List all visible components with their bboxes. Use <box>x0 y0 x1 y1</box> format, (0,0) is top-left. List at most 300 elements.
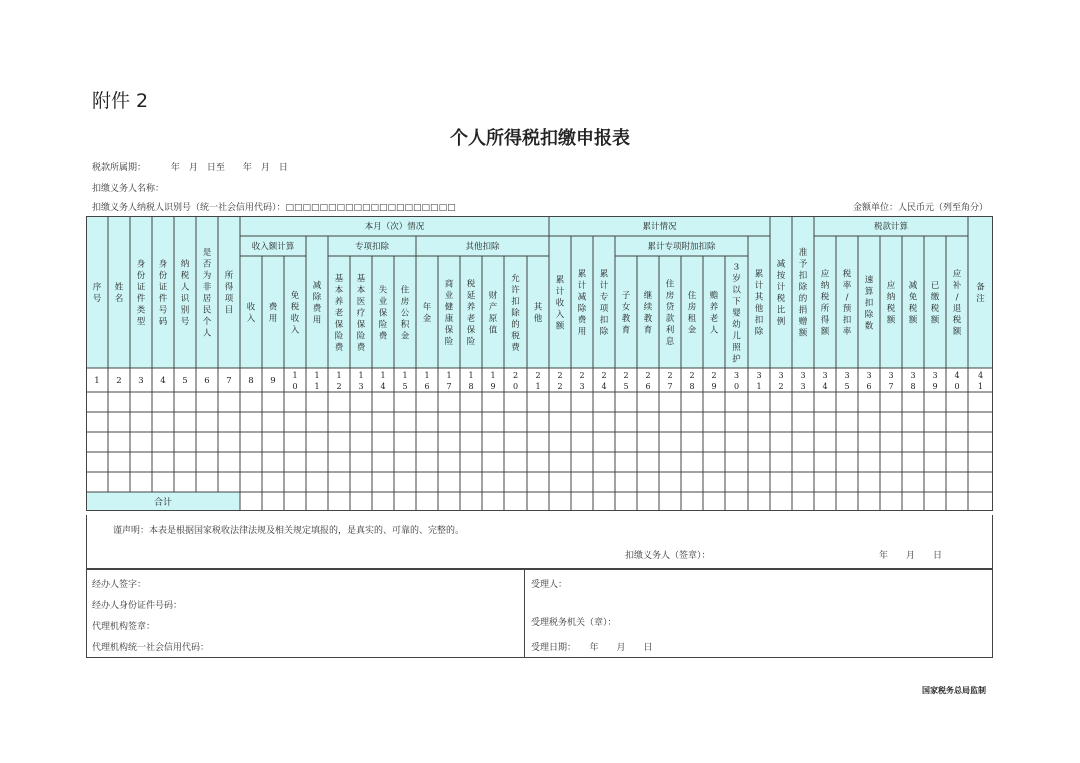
colnum-33-b: 3 <box>800 382 806 391</box>
header-18-char: 养 <box>466 302 476 313</box>
colnum-37-a: 3 <box>888 371 894 380</box>
header-37-char: 额 <box>886 315 896 326</box>
header-36-char: 算 <box>864 286 874 297</box>
colnum-39-a: 3 <box>932 371 938 380</box>
header-6-char: 非 <box>202 282 212 293</box>
header-32-char: 按 <box>776 271 786 281</box>
header-12-char: 保 <box>334 319 344 330</box>
colnum-34-b: 4 <box>822 382 828 391</box>
footer-issuer: 国家税务总局监制 <box>922 686 986 695</box>
colnum-27-a: 2 <box>667 371 673 380</box>
header-26-char: 继 <box>643 291 653 301</box>
header-30-char: 照 <box>732 342 741 353</box>
colnum-14-b: 4 <box>380 382 386 391</box>
header-10-char: 免 <box>290 291 300 301</box>
header-12-char: 本 <box>334 285 344 296</box>
header-28-char: 租 <box>687 314 697 324</box>
header-40-char: 额 <box>952 327 962 337</box>
header-36-char: 数 <box>864 321 874 332</box>
header-26-char: 续 <box>643 302 653 313</box>
header-24-char: 项 <box>599 304 609 314</box>
group-cumulative: 累计情况 <box>642 222 677 232</box>
colnum-32-b: 2 <box>778 382 784 391</box>
header-17-char: 保 <box>444 325 454 336</box>
colnum-30-b: 0 <box>733 382 740 391</box>
header-3-char: 类 <box>136 305 146 316</box>
header-23-char: 累 <box>577 269 587 280</box>
header-3-char: 证 <box>136 282 146 293</box>
header-6-char: 居 <box>202 294 212 304</box>
colnum-16-a: 1 <box>424 371 430 380</box>
header-33-char: 捐 <box>798 305 808 316</box>
header-25-char: 女 <box>621 302 631 313</box>
header-37-char: 应 <box>886 281 896 291</box>
colnum-28-a: 2 <box>689 371 695 380</box>
header-16-char: 金 <box>422 314 432 324</box>
header-37-char: 纳 <box>886 292 896 303</box>
declaration-date: 年 月 日 <box>879 551 943 561</box>
colnum-22-a: 2 <box>557 371 563 380</box>
group-special: 专项扣除 <box>354 242 390 252</box>
header-11-char: 减 <box>312 281 322 291</box>
header-32-char: 例 <box>776 317 786 327</box>
header-5-char: 税 <box>180 271 190 281</box>
header-33-char: 赠 <box>798 317 808 327</box>
header-23-char: 减 <box>577 292 587 303</box>
colnum-41-b: 1 <box>977 382 984 391</box>
colnum-8: 8 <box>248 376 254 386</box>
header-30-char: 婴 <box>732 308 741 319</box>
header-19-char: 原 <box>488 314 498 324</box>
group-cum-special: 累计专项附加扣除 <box>647 242 716 252</box>
header-29-char: 养 <box>709 302 719 313</box>
colnum-12-a: 1 <box>336 371 342 380</box>
header-31-char: 计 <box>754 281 764 291</box>
header-27-char: 利 <box>665 325 675 336</box>
header-37-char: 税 <box>886 304 896 314</box>
colnum-10-b: 0 <box>292 382 298 391</box>
header-36-char: 除 <box>864 309 874 320</box>
colnum-41-a: 4 <box>977 371 984 380</box>
tax-period-value: 年 月 日至 年 月 日 <box>170 163 288 173</box>
header-14-char: 保 <box>378 308 388 319</box>
header-12-char: 基 <box>334 273 344 284</box>
header-17-char: 康 <box>444 314 454 324</box>
header-35-char: 预 <box>842 304 852 314</box>
header-30-char: 护 <box>732 354 741 365</box>
colnum-29-b: 9 <box>711 382 717 391</box>
header-14-char: 险 <box>378 319 388 330</box>
header-6-char: 为 <box>202 271 212 281</box>
agency-code-field: 代理机构统一社会信用代码： <box>92 643 210 653</box>
header-19-char: 产 <box>488 302 498 313</box>
header-30-char: 下 <box>732 296 741 307</box>
colnum-21-b: 1 <box>535 382 541 391</box>
header-26-char: 教 <box>643 314 653 324</box>
header-35-char: 率 <box>842 281 852 291</box>
header-17-char: 险 <box>444 337 454 347</box>
header-11-char: 用 <box>312 315 322 326</box>
colnum-22-b: 2 <box>557 382 563 391</box>
header-13-char: 保 <box>356 319 366 330</box>
header-18-char: 保 <box>466 325 476 336</box>
header-7-char: 项 <box>224 294 234 304</box>
form-title: 个人所得税扣缴申报表 <box>450 128 630 149</box>
colnum-9: 9 <box>270 376 276 386</box>
header-9-char: 费 <box>268 302 278 313</box>
header-3-char: 身 <box>136 259 146 270</box>
header-32-char: 比 <box>776 305 786 316</box>
header-19-char: 值 <box>488 325 498 336</box>
colnum-17-b: 7 <box>446 382 452 391</box>
header-13-char: 疗 <box>356 308 366 319</box>
colnum-18-b: 8 <box>468 382 474 391</box>
colnum-40-a: 4 <box>954 371 960 380</box>
header-12-char: 养 <box>334 296 344 307</box>
header-25-char: 子 <box>621 291 631 301</box>
header-36-char: 扣 <box>864 298 874 309</box>
header-25-char: 教 <box>621 314 631 324</box>
colnum-21-a: 2 <box>535 371 541 380</box>
header-31-char: 其 <box>754 292 764 303</box>
header-23-char: 除 <box>577 304 587 314</box>
colnum-19-a: 1 <box>490 371 496 380</box>
colnum-15-b: 5 <box>402 382 408 391</box>
header-13-char: 基 <box>356 273 366 284</box>
header-31-char: 除 <box>754 327 764 337</box>
header-33-char: 额 <box>798 328 808 339</box>
colnum-36-b: 6 <box>866 382 872 391</box>
colnum-34-a: 3 <box>822 371 828 380</box>
header-4-char: 证 <box>158 282 168 293</box>
header-22-char: 入 <box>555 309 565 320</box>
header-15-char: 金 <box>400 331 410 342</box>
header-39-char: 缴 <box>930 292 940 303</box>
withholder-id: 扣缴义务人纳税人识别号（统一社会信用代码）：□□□□□□□□□□□□□□□□□□□□ <box>92 203 456 213</box>
receive-date-field: 受理日期： 年 月 日 <box>531 643 653 653</box>
header-22-char: 累 <box>555 275 565 286</box>
header-23-char: 计 <box>577 281 587 291</box>
header-40-char: 应 <box>952 269 962 280</box>
header-11-char: 除 <box>312 292 322 303</box>
header-31-char: 他 <box>754 304 764 314</box>
header-39-char: 税 <box>930 304 940 314</box>
group-tax: 税款计算 <box>873 222 909 232</box>
header-30-char: 儿 <box>732 331 741 342</box>
header-13-char: 本 <box>356 285 366 296</box>
withholder-name: 扣缴义务人名称： <box>92 184 165 194</box>
header-35-char: 税 <box>842 269 852 280</box>
header-32-char: 税 <box>776 294 786 304</box>
header-27-char: 贷 <box>665 302 675 313</box>
header-38-char: 额 <box>908 315 918 326</box>
declaration-table <box>86 216 993 515</box>
header-34-char: 应 <box>820 269 830 280</box>
header-10-char: 入 <box>290 325 300 336</box>
colnum-4: 4 <box>160 376 166 386</box>
header-35-char: 率 <box>842 327 852 337</box>
header-6-char: 民 <box>202 305 212 316</box>
header-24-char: 专 <box>599 292 609 303</box>
header-6-char: 否 <box>202 259 212 270</box>
header-27-char: 房 <box>665 291 675 301</box>
colnum-10-a: 1 <box>292 371 298 380</box>
colnum-13-b: 3 <box>358 382 364 391</box>
header-12-char: 险 <box>334 331 344 342</box>
colnum-15-a: 1 <box>402 371 408 380</box>
colnum-24-a: 2 <box>601 371 607 380</box>
tax-period-label: 税款所属期： <box>92 163 147 173</box>
tax-period <box>92 160 288 173</box>
header-13-char: 费 <box>356 342 366 353</box>
colnum-25-b: 5 <box>623 382 629 391</box>
header-7-char: 得 <box>224 282 234 293</box>
colnum-25-a: 2 <box>623 371 629 380</box>
header-15-char: 公 <box>400 308 410 319</box>
colnum-38-b: 8 <box>910 382 916 391</box>
header-5-char: 号 <box>180 317 190 327</box>
header-27-char: 息 <box>665 337 675 347</box>
header-31-char: 累 <box>754 269 764 280</box>
colnum-38-a: 3 <box>910 371 916 380</box>
attachment-label: 附件 2 <box>92 90 149 112</box>
header-10-char: 收 <box>290 314 300 324</box>
header-22-char: 计 <box>555 286 565 297</box>
header-14-char: 业 <box>378 296 388 307</box>
header-15-char: 住 <box>400 285 410 296</box>
header-15-char: 积 <box>400 319 410 330</box>
signature-divider <box>524 569 525 658</box>
header-6-char: 人 <box>202 328 212 339</box>
header-7-char: 所 <box>224 271 234 281</box>
header-23-char: 用 <box>577 327 587 337</box>
colnum-30-a: 3 <box>733 371 740 380</box>
colnum-1: 1 <box>94 376 100 386</box>
header-34-char: 所 <box>820 304 830 314</box>
header-32-char: 减 <box>776 259 786 270</box>
header-35-char: 扣 <box>842 315 852 326</box>
header-33-char: 予 <box>798 259 808 270</box>
colnum-20-a: 2 <box>512 371 519 380</box>
colnum-26-a: 2 <box>645 371 651 380</box>
withholder-signature: 扣缴义务人（签章）： <box>625 551 711 561</box>
colnum-3: 3 <box>138 376 144 386</box>
header-5-char: 人 <box>180 282 190 293</box>
header-10-char: 税 <box>290 302 300 313</box>
header-2-char: 姓 <box>114 282 124 293</box>
group-other: 其他扣除 <box>465 242 500 252</box>
header-20-char: 允 <box>511 273 520 284</box>
header-1-char: 序 <box>92 282 102 293</box>
header-21-char: 其 <box>533 302 543 313</box>
header-33-char: 的 <box>798 294 808 304</box>
tax-office-field: 受理税务机关（章）： <box>531 618 617 628</box>
header-40-char: 补 <box>952 281 962 291</box>
colnum-26-b: 6 <box>645 382 651 391</box>
header-1-char: 号 <box>92 294 102 304</box>
header-20-char: 扣 <box>511 296 520 307</box>
header-4-char: 码 <box>158 317 168 327</box>
header-30-char: 以 <box>732 285 741 296</box>
header-40-char: 税 <box>952 315 962 326</box>
header-3-char: 份 <box>136 271 146 281</box>
colnum-31-a: 3 <box>756 371 762 380</box>
header-28-char: 金 <box>687 325 697 336</box>
colnum-16-b: 6 <box>424 382 430 391</box>
header-21-char: 他 <box>533 314 543 324</box>
header-8-char: 收 <box>246 302 256 313</box>
header-18-char: 老 <box>466 314 476 324</box>
header-7-char: 目 <box>224 305 234 316</box>
colnum-2: 2 <box>116 376 122 386</box>
header-23-char: 费 <box>577 315 587 326</box>
header-24-char: 扣 <box>599 315 609 326</box>
header-3-char: 型 <box>136 317 146 327</box>
header-5-char: 识 <box>180 294 190 304</box>
header-fill <box>86 216 993 368</box>
colnum-11-a: 1 <box>314 371 320 380</box>
colnum-11-b: 1 <box>314 382 320 391</box>
colnum-19-b: 9 <box>490 382 496 391</box>
header-31-char: 扣 <box>754 315 764 326</box>
agent-id-field: 经办人身份证件号码： <box>92 601 183 611</box>
colnum-35-b: 5 <box>844 382 850 391</box>
header-36-char: 速 <box>864 275 874 286</box>
header-12-char: 老 <box>334 308 344 319</box>
header-26-char: 育 <box>643 325 653 336</box>
header-17-char: 健 <box>444 302 454 313</box>
colnum-14-a: 1 <box>380 371 386 380</box>
header-22-char: 额 <box>555 321 565 332</box>
header-27-char: 款 <box>665 314 675 324</box>
header-24-char: 计 <box>599 281 609 291</box>
colnum-23-b: 3 <box>579 382 585 391</box>
header-27-char: 住 <box>665 279 675 290</box>
header-6-char: 是 <box>202 248 212 258</box>
colnum-18-a: 1 <box>468 371 474 380</box>
header-5-char: 纳 <box>180 259 190 270</box>
colnum-40-b: 0 <box>954 382 960 391</box>
header-33-char: 除 <box>798 282 808 293</box>
header-5-char: 别 <box>180 305 190 316</box>
header-30-char: 岁 <box>732 273 741 284</box>
header-40-char: 退 <box>952 304 962 314</box>
header-41-char: 注 <box>976 294 985 304</box>
header-20-char: 费 <box>511 342 520 353</box>
agent-signature-field: 经办人签字： <box>92 580 147 590</box>
header-29-char: 老 <box>709 314 719 324</box>
header-14-char: 失 <box>378 285 388 296</box>
colnum-24-b: 4 <box>601 382 607 391</box>
colnum-29-a: 2 <box>711 371 717 380</box>
colnum-33-a: 3 <box>800 371 806 380</box>
header-22-char: 收 <box>555 298 565 309</box>
colnum-32-a: 3 <box>778 371 784 380</box>
header-20-char: 的 <box>511 319 520 330</box>
declaration-box <box>86 515 993 569</box>
colnum-6: 6 <box>204 376 210 386</box>
header-20-char: 许 <box>511 285 520 296</box>
colnum-28-b: 8 <box>689 382 695 391</box>
header-4-char: 份 <box>158 271 168 281</box>
header-30-char: 3 <box>733 262 740 273</box>
header-29-char: 人 <box>709 325 719 336</box>
header-24-char: 除 <box>599 327 609 337</box>
header-13-char: 险 <box>356 331 366 342</box>
header-2-char: 名 <box>114 294 124 304</box>
header-34-char: 得 <box>820 315 830 326</box>
header-33-char: 扣 <box>798 271 808 281</box>
header-11-char: 费 <box>312 304 322 314</box>
header-13-char: 医 <box>356 296 366 307</box>
header-20-char: 税 <box>511 331 520 342</box>
colnum-37-b: 7 <box>888 382 894 391</box>
header-38-char: 税 <box>908 304 918 314</box>
colnum-5: 5 <box>182 376 188 386</box>
header-38-char: 免 <box>908 292 918 303</box>
colnum-39-b: 9 <box>932 382 938 391</box>
header-34-char: 纳 <box>820 281 830 291</box>
header-4-char: 件 <box>158 294 168 304</box>
header-20-char: 除 <box>511 308 520 319</box>
total-label: 合计 <box>153 498 173 508</box>
header-24-char: 累 <box>599 269 609 280</box>
amount-unit: 金额单位：人民币元（列至角分） <box>852 203 988 213</box>
colnum-23-a: 2 <box>579 371 585 380</box>
header-16-char: 年 <box>422 302 432 313</box>
header-28-char: 住 <box>687 291 697 301</box>
header-32-char: 计 <box>776 282 786 293</box>
header-3-char: 件 <box>136 294 146 304</box>
header-4-char: 号 <box>158 305 168 316</box>
colnum-36-a: 3 <box>866 371 872 380</box>
colnum-27-b: 7 <box>667 382 673 391</box>
header-19-char: 财 <box>488 291 498 301</box>
header-18-char: 税 <box>466 279 476 290</box>
declaration-text: 谨声明：本表是根据国家税收法律法规及相关规定填报的，是真实的、可靠的、完整的。 <box>113 526 465 536</box>
header-18-char: 险 <box>466 337 476 347</box>
header-8-char: 入 <box>246 314 256 324</box>
colnum-7: 7 <box>226 376 232 386</box>
header-39-char: 已 <box>930 281 940 291</box>
header-12-char: 费 <box>334 342 344 353</box>
header-34-char: 额 <box>820 327 830 337</box>
colnum-13-a: 1 <box>358 371 364 380</box>
header-38-char: 减 <box>908 281 918 291</box>
agency-seal-field: 代理机构签章： <box>92 622 156 632</box>
colnum-17-a: 1 <box>446 371 452 380</box>
header-33-char: 准 <box>798 248 808 258</box>
header-34-char: 税 <box>820 292 830 303</box>
header-28-char: 房 <box>687 302 697 313</box>
header-14-char: 费 <box>378 331 388 342</box>
header-35-char: / <box>845 292 849 303</box>
header-40-char: / <box>955 292 959 303</box>
colnum-35-a: 3 <box>844 371 850 380</box>
header-41-char: 备 <box>976 282 985 293</box>
header-9-char: 用 <box>268 314 278 324</box>
header-39-char: 额 <box>930 315 940 326</box>
header-25-char: 育 <box>621 325 631 336</box>
header-6-char: 个 <box>202 317 212 327</box>
header-4-char: 身 <box>158 259 168 270</box>
header-15-char: 房 <box>400 296 410 307</box>
header-30-char: 幼 <box>732 319 741 330</box>
header-17-char: 业 <box>444 291 454 301</box>
header-18-char: 延 <box>466 291 476 301</box>
colnum-31-b: 1 <box>756 382 762 391</box>
group-income: 收入额计算 <box>251 242 295 252</box>
